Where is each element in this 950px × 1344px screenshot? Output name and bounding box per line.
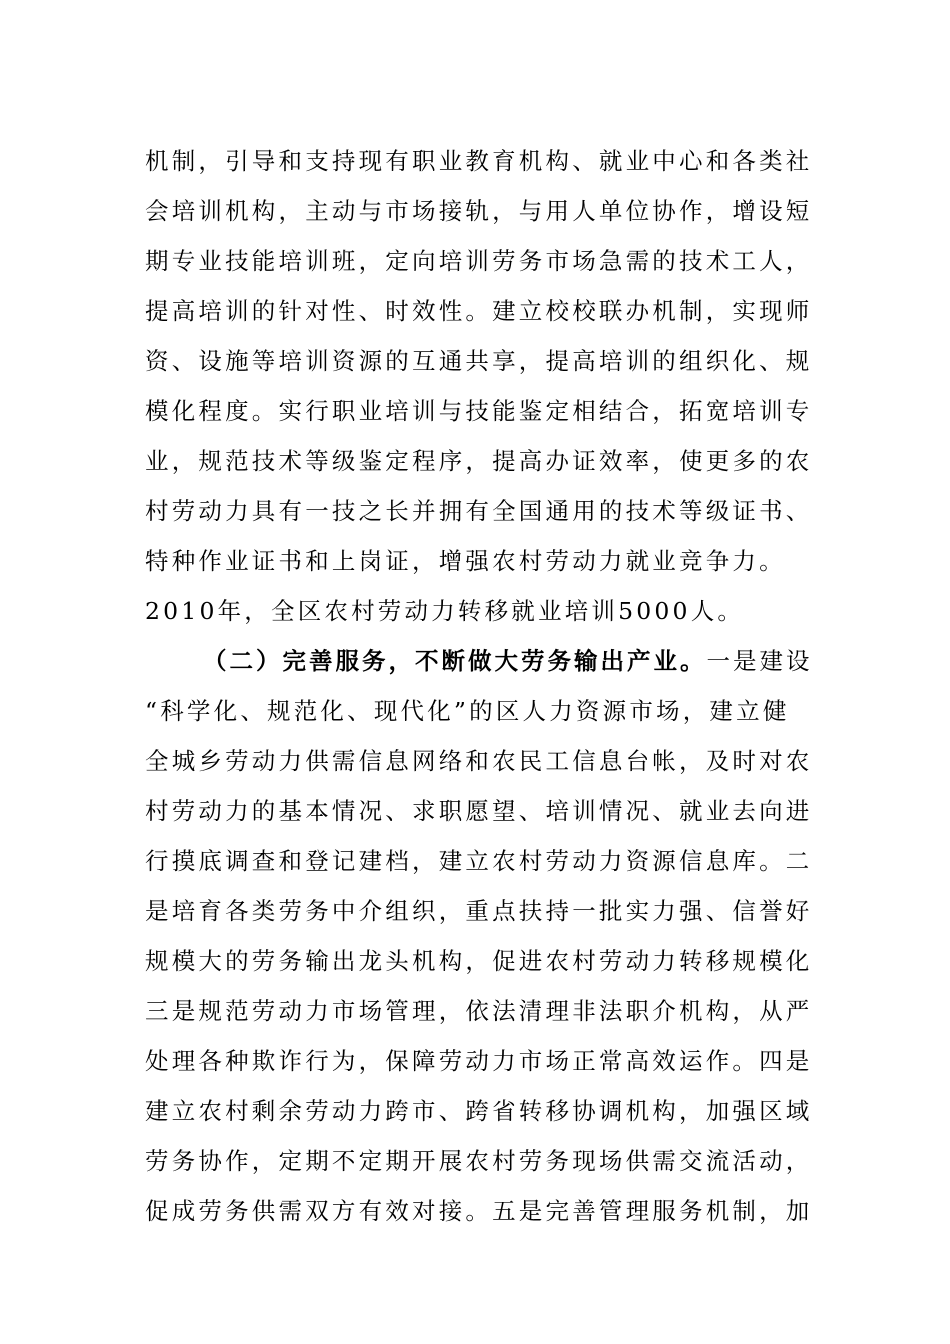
text-line: 三是规范劳动力市场管理，依法清理非法职介机构，从严 bbox=[145, 997, 813, 1025]
text-line: 业，规范技术等级鉴定程序，提高办证效率，使更多的农 bbox=[145, 447, 813, 475]
text-line: 处理各种欺诈行为，保障劳动力市场正常高效运作。四是 bbox=[145, 1047, 813, 1075]
text-line: 劳务协作，定期不定期开展农村劳务现场供需交流活动， bbox=[145, 1147, 813, 1175]
text-line: 2010年，全区农村劳动力转移就业培训5000人。 bbox=[145, 597, 745, 625]
text-line: 特种作业证书和上岗证，增强农村劳动力就业竞争力。 bbox=[145, 547, 786, 575]
section-first-line bbox=[145, 636, 815, 686]
section-heading: （二）完善服务，不断做大劳务输出产业。 bbox=[203, 647, 707, 675]
text-line: 资、设施等培训资源的互通共享，提高培训的组织化、规 bbox=[145, 347, 813, 375]
text-line: 会培训机构，主动与市场接轨，与用人单位协作，增设短 bbox=[145, 197, 813, 225]
text-line: 村劳动力具有一技之长并拥有全国通用的技术等级证书、 bbox=[145, 497, 813, 525]
body-text bbox=[145, 136, 815, 1236]
text-line: 村劳动力的基本情况、求职愿望、培训情况、就业去向进 bbox=[145, 797, 813, 825]
text-line: “科学化、规范化、现代化”的区人力资源市场，建立健 bbox=[145, 697, 790, 725]
text-line: 提高培训的针对性、时效性。建立校校联办机制，实现师 bbox=[145, 297, 813, 325]
text-line: 建立农村剩余劳动力跨市、跨省转移协调机构，加强区域 bbox=[145, 1097, 813, 1125]
text-line: 模化程度。实行职业培训与技能鉴定相结合，拓宽培训专 bbox=[145, 397, 813, 425]
section-first-line-rest: 一是建设 bbox=[706, 647, 813, 675]
text-line: 期专业技能培训班，定向培训劳务市场急需的技术工人， bbox=[145, 247, 813, 275]
text-line: 促成劳务供需双方有效对接。五是完善管理服务机制，加 bbox=[145, 1197, 813, 1225]
text-line: 行摸底调查和登记建档，建立农村劳动力资源信息库。二 bbox=[145, 847, 813, 875]
text-line: 机制，引导和支持现有职业教育机构、就业中心和各类社 bbox=[145, 147, 813, 175]
text-line: 是培育各类劳务中介组织，重点扶持一批实力强、信誉好 bbox=[145, 897, 813, 925]
text-line: 全城乡劳动力供需信息网络和农民工信息台帐，及时对农 bbox=[145, 747, 813, 775]
text-line: 规模大的劳务输出龙头机构，促进农村劳动力转移规模化 bbox=[145, 947, 813, 975]
